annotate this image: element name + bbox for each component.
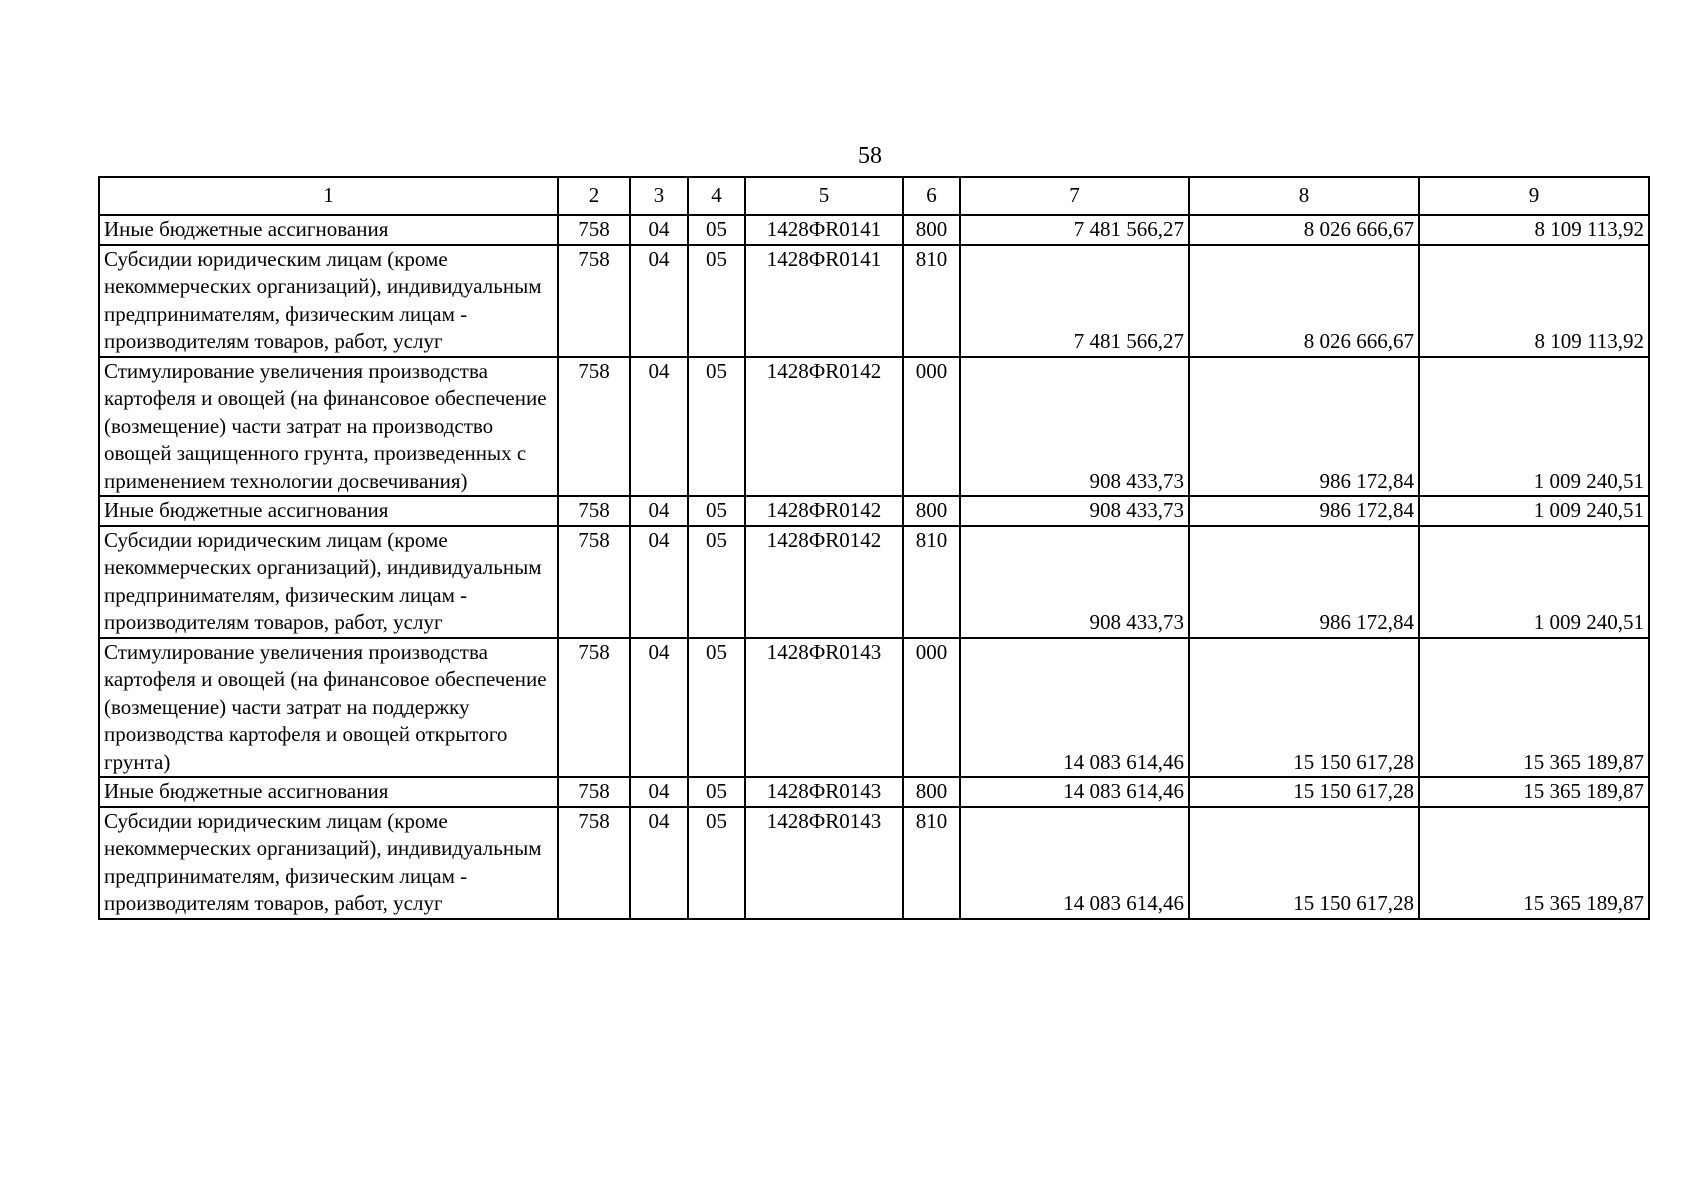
table-row bbox=[99, 245, 1649, 357]
row-code-3: 04 bbox=[630, 496, 688, 526]
row-name: Субсидии юридическим лицам (кроме некоммерческих организаций), индивидуальным предпринимателям, физическим лицам - производителям товаров, работ, услуг bbox=[99, 245, 558, 357]
row-code-6: 810 bbox=[903, 526, 960, 638]
row-code-2: 758 bbox=[558, 245, 630, 357]
page-number: 58 bbox=[858, 143, 882, 169]
row-code-6: 810 bbox=[903, 807, 960, 919]
row-code-3: 04 bbox=[630, 807, 688, 919]
row-amount-7: 908 433,73 bbox=[960, 526, 1189, 638]
table-row bbox=[99, 638, 1649, 778]
row-amount-8: 8 026 666,67 bbox=[1189, 245, 1419, 357]
header-row bbox=[99, 177, 1649, 215]
column-header-1: 1 bbox=[99, 177, 558, 215]
row-name: Иные бюджетные ассигнования bbox=[99, 215, 558, 245]
row-name: Субсидии юридическим лицам (кроме некоммерческих организаций), индивидуальным предпринимателям, физическим лицам - производителям товаров, работ, услуг bbox=[99, 807, 558, 919]
row-code-4: 05 bbox=[688, 215, 745, 245]
row-name: Иные бюджетные ассигнования bbox=[99, 777, 558, 807]
row-code-4: 05 bbox=[688, 638, 745, 778]
row-amount-9: 8 109 113,92 bbox=[1419, 215, 1649, 245]
row-code-5: 1428ФR0142 bbox=[745, 496, 903, 526]
row-amount-9: 8 109 113,92 bbox=[1419, 245, 1649, 357]
row-amount-7: 14 083 614,46 bbox=[960, 807, 1189, 919]
row-code-5: 1428ФR0141 bbox=[745, 245, 903, 357]
row-code-3: 04 bbox=[630, 245, 688, 357]
row-amount-9: 1 009 240,51 bbox=[1419, 526, 1649, 638]
column-header-6: 6 bbox=[903, 177, 960, 215]
row-code-2: 758 bbox=[558, 496, 630, 526]
row-code-6: 800 bbox=[903, 496, 960, 526]
row-amount-7: 14 083 614,46 bbox=[960, 638, 1189, 778]
row-amount-8: 986 172,84 bbox=[1189, 357, 1419, 497]
table-row bbox=[99, 777, 1649, 807]
column-header-3: 3 bbox=[630, 177, 688, 215]
row-amount-7: 908 433,73 bbox=[960, 496, 1189, 526]
row-amount-7: 7 481 566,27 bbox=[960, 215, 1189, 245]
row-code-5: 1428ФR0142 bbox=[745, 357, 903, 497]
row-code-4: 05 bbox=[688, 245, 745, 357]
row-code-4: 05 bbox=[688, 777, 745, 807]
row-code-5: 1428ФR0143 bbox=[745, 807, 903, 919]
column-header-9: 9 bbox=[1419, 177, 1649, 215]
row-amount-9: 1 009 240,51 bbox=[1419, 496, 1649, 526]
table-row bbox=[99, 357, 1649, 497]
table-row bbox=[99, 526, 1649, 638]
row-code-4: 05 bbox=[688, 807, 745, 919]
row-code-3: 04 bbox=[630, 526, 688, 638]
table-row bbox=[99, 496, 1649, 526]
row-code-2: 758 bbox=[558, 215, 630, 245]
row-amount-7: 908 433,73 bbox=[960, 357, 1189, 497]
row-code-6: 000 bbox=[903, 638, 960, 778]
row-amount-9: 15 365 189,87 bbox=[1419, 638, 1649, 778]
row-code-4: 05 bbox=[688, 526, 745, 638]
row-code-4: 05 bbox=[688, 357, 745, 497]
column-header-7: 7 bbox=[960, 177, 1189, 215]
row-amount-8: 15 150 617,28 bbox=[1189, 777, 1419, 807]
row-name: Иные бюджетные ассигнования bbox=[99, 496, 558, 526]
table-row bbox=[99, 807, 1649, 919]
row-code-5: 1428ФR0141 bbox=[745, 215, 903, 245]
budget-table bbox=[98, 176, 1650, 920]
row-code-6: 800 bbox=[903, 215, 960, 245]
row-code-2: 758 bbox=[558, 526, 630, 638]
row-code-5: 1428ФR0143 bbox=[745, 638, 903, 778]
row-amount-8: 15 150 617,28 bbox=[1189, 807, 1419, 919]
row-amount-9: 15 365 189,87 bbox=[1419, 777, 1649, 807]
row-name: Стимулирование увеличения производства картофеля и овощей (на финансовое обеспечение (возмещение) части затрат на производство овощей защищенного грунта, произведенных с применением технологии досвечивания) bbox=[99, 357, 558, 497]
row-amount-7: 14 083 614,46 bbox=[960, 777, 1189, 807]
row-amount-8: 8 026 666,67 bbox=[1189, 215, 1419, 245]
row-code-6: 810 bbox=[903, 245, 960, 357]
row-code-5: 1428ФR0143 bbox=[745, 777, 903, 807]
row-amount-8: 986 172,84 bbox=[1189, 526, 1419, 638]
row-code-2: 758 bbox=[558, 807, 630, 919]
row-code-3: 04 bbox=[630, 215, 688, 245]
row-code-2: 758 bbox=[558, 357, 630, 497]
column-header-4: 4 bbox=[688, 177, 745, 215]
row-code-5: 1428ФR0142 bbox=[745, 526, 903, 638]
row-code-3: 04 bbox=[630, 638, 688, 778]
row-amount-8: 15 150 617,28 bbox=[1189, 638, 1419, 778]
row-code-6: 000 bbox=[903, 357, 960, 497]
row-amount-9: 1 009 240,51 bbox=[1419, 357, 1649, 497]
column-header-8: 8 bbox=[1189, 177, 1419, 215]
row-amount-8: 986 172,84 bbox=[1189, 496, 1419, 526]
row-amount-7: 7 481 566,27 bbox=[960, 245, 1189, 357]
column-header-2: 2 bbox=[558, 177, 630, 215]
row-code-2: 758 bbox=[558, 638, 630, 778]
row-amount-9: 15 365 189,87 bbox=[1419, 807, 1649, 919]
row-code-3: 04 bbox=[630, 357, 688, 497]
row-name: Стимулирование увеличения производства картофеля и овощей (на финансовое обеспечение (возмещение) части затрат на поддержку производства картофеля и овощей открытого грунта) bbox=[99, 638, 558, 778]
row-code-3: 04 bbox=[630, 777, 688, 807]
row-code-6: 800 bbox=[903, 777, 960, 807]
row-code-4: 05 bbox=[688, 496, 745, 526]
column-header-5: 5 bbox=[745, 177, 903, 215]
table-row bbox=[99, 215, 1649, 245]
row-name: Субсидии юридическим лицам (кроме некоммерческих организаций), индивидуальным предпринимателям, физическим лицам - производителям товаров, работ, услуг bbox=[99, 526, 558, 638]
row-code-2: 758 bbox=[558, 777, 630, 807]
